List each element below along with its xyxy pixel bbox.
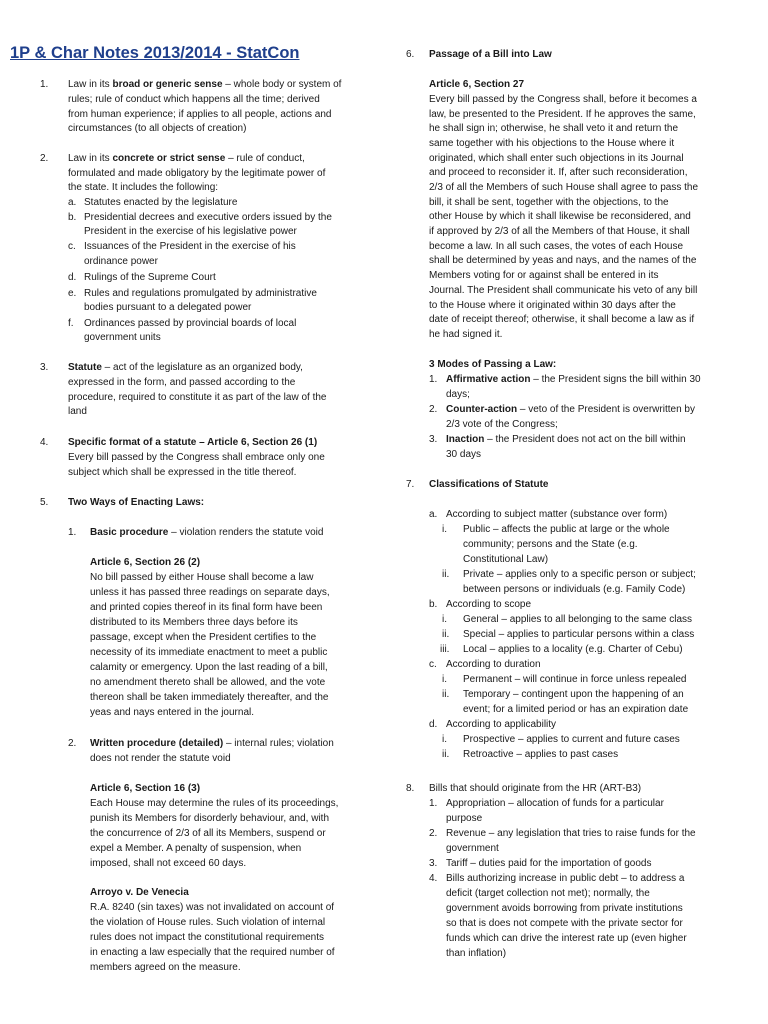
- body-text: Revenue – any legislation that tries to raise funds for the: [446, 828, 696, 839]
- body-text: – veto of the President is overwritten by: [517, 404, 695, 415]
- right-column-line: [406, 478, 414, 492]
- body-text: unless it has passed three readings on separate days,: [90, 587, 330, 598]
- bold-text: broad or generic sense: [112, 79, 223, 90]
- body-text: Constitutional Law): [463, 554, 549, 565]
- body-text: members agreed on the measure.: [90, 962, 241, 973]
- right-column-line: [429, 328, 502, 342]
- left-column-line: [90, 601, 322, 615]
- body-text: – violation renders the statute void: [168, 527, 324, 538]
- body-text: e.: [68, 288, 77, 299]
- right-column-line: [463, 583, 685, 597]
- right-column-line: [429, 403, 437, 417]
- right-column-line: [463, 733, 680, 747]
- body-text: Private – applies only to a specific person or subject;: [463, 569, 696, 580]
- bold-text: Article 6, Section 16 (3): [90, 783, 201, 794]
- left-column-line: [68, 152, 305, 166]
- body-text: – the President does not act on the bill within: [484, 434, 686, 445]
- right-column-line: [429, 358, 556, 372]
- left-column-line: [40, 152, 48, 166]
- left-column-line: [40, 78, 48, 92]
- body-text: Rulings of the Supreme Court: [84, 272, 216, 283]
- right-column-line: [429, 152, 684, 166]
- body-text: i.: [442, 614, 447, 625]
- body-text: ii.: [442, 569, 450, 580]
- left-column-line: [84, 211, 332, 225]
- body-text: According to duration: [446, 659, 541, 670]
- left-column-line: [90, 827, 326, 841]
- body-text: Journal. The President shall communicate his veto of any bill: [429, 285, 698, 296]
- left-column-line: [90, 916, 325, 930]
- right-column-line: [463, 703, 688, 717]
- right-column-line: [429, 373, 437, 387]
- right-column-line: [442, 673, 447, 687]
- body-text: a.: [68, 197, 77, 208]
- body-text: – the President signs the bill within 30: [530, 374, 701, 385]
- body-text: government units: [84, 332, 161, 343]
- bold-text: Counter-action: [446, 404, 518, 415]
- body-text: No bill passed by either House shall become a law: [90, 572, 314, 583]
- body-text: procedure, required to constitute it as part of the law of the: [68, 392, 327, 403]
- body-text: purpose: [446, 813, 483, 824]
- body-text: 2.: [40, 153, 49, 164]
- body-text: Each House may determine the rules of its proceedings,: [90, 798, 339, 809]
- body-text: government avoids borrowing from private institutions: [446, 903, 683, 914]
- body-text: formulated and made obligatory by the legitimate power of: [68, 168, 326, 179]
- body-text: and proceed to reconsider it. If, after such reconsideration,: [429, 167, 688, 178]
- right-column-line: [463, 568, 696, 582]
- bold-text: Statute: [68, 362, 102, 373]
- right-column-line: [463, 643, 683, 657]
- body-text: 6.: [406, 49, 415, 60]
- right-column-line: [429, 181, 698, 195]
- body-text: yeas and nays entered in the journal.: [90, 707, 254, 718]
- right-column-line: [463, 613, 692, 627]
- right-column-line: [446, 433, 686, 447]
- right-column-line: [446, 872, 684, 886]
- right-column-line: [463, 673, 686, 687]
- right-column-line: [463, 748, 618, 762]
- body-text: iii.: [440, 644, 450, 655]
- body-text: Public – affects the public at large or the whole: [463, 524, 670, 535]
- bold-text: Inaction: [446, 434, 485, 445]
- left-column-line: [68, 196, 76, 210]
- body-text: 2.: [429, 828, 438, 839]
- bold-text: Passage of a Bill into Law: [429, 49, 552, 60]
- right-column-line: [429, 166, 687, 180]
- body-text: Statutes enacted by the legislature: [84, 197, 238, 208]
- right-column-line: [429, 93, 697, 107]
- left-column-line: [90, 812, 329, 826]
- body-text: deficit (target collection not met); normally, the: [446, 888, 650, 899]
- right-column-line: [446, 598, 531, 612]
- left-column-line: [68, 271, 76, 285]
- body-text: Law in its: [68, 153, 113, 164]
- body-text: bill, it shall be sent, together with the objections, to the: [429, 197, 669, 208]
- right-column-line: [406, 48, 414, 62]
- right-column-line: [463, 553, 548, 567]
- body-text: thereon shall be taken immediately thereafter, and the: [90, 692, 329, 703]
- body-text: 1.: [40, 79, 49, 90]
- body-text: i.: [442, 734, 447, 745]
- body-text: a.: [429, 509, 438, 520]
- left-column-line: [68, 361, 303, 375]
- body-text: the violation of House rules. Such violation of internal: [90, 917, 326, 928]
- body-text: Tariff – duties paid for the importation of goods: [446, 858, 652, 869]
- body-text: 3.: [429, 434, 438, 445]
- body-text: date of receipt thereof; otherwise, it shall become a law as if: [429, 314, 695, 325]
- body-text: community; persons and the State (e.g.: [463, 539, 638, 550]
- body-text: Rules and regulations promulgated by administrative: [84, 288, 317, 299]
- left-column-line: [90, 857, 246, 871]
- left-column-line: [90, 797, 338, 811]
- body-text: 3.: [429, 858, 438, 869]
- right-column-line: [446, 812, 482, 826]
- left-column-line: [90, 946, 335, 960]
- left-column-line: [68, 466, 296, 480]
- bold-text: Affirmative action: [446, 374, 531, 385]
- right-column-line: [463, 523, 670, 537]
- left-column-line: [90, 737, 334, 751]
- left-column-line: [90, 961, 241, 975]
- body-text: – rule of conduct,: [225, 153, 305, 164]
- body-text: shall be determined by yeas and nays, and the names of the: [429, 255, 697, 266]
- right-column-line: [429, 284, 697, 298]
- body-text: become a law. In all such cases, the votes of each House: [429, 241, 684, 252]
- body-text: According to scope: [446, 599, 532, 610]
- body-text: ii.: [442, 689, 450, 700]
- body-text: 7.: [406, 479, 415, 490]
- left-column-line: [90, 661, 328, 675]
- body-text: 8.: [406, 783, 415, 794]
- body-text: 1.: [429, 798, 438, 809]
- body-text: Temporary – contingent upon the happening of an: [463, 689, 684, 700]
- right-column-line: [442, 628, 449, 642]
- body-text: expressed in the form, and passed according to the: [68, 377, 296, 388]
- body-text: R.A. 8240 (sin taxes) was not invalidated on account of: [90, 902, 335, 913]
- right-column-line: [429, 137, 674, 151]
- right-column-line: [446, 947, 506, 961]
- left-column-line: [68, 526, 76, 540]
- body-text: b.: [429, 599, 438, 610]
- left-column-line: [68, 391, 326, 405]
- body-text: government: [446, 843, 499, 854]
- body-text: than inflation): [446, 948, 507, 959]
- body-text: Ordinances passed by provincial boards of local: [84, 318, 297, 329]
- body-text: 2.: [68, 738, 77, 749]
- bold-text: Written procedure (detailed): [90, 738, 224, 749]
- left-column-line: [68, 167, 325, 181]
- body-text: President in the exercise of his legislative power: [84, 226, 297, 237]
- body-text: Special – applies to particular persons within a class: [463, 629, 695, 640]
- bold-text: Article 6, Section 26 (2): [90, 557, 201, 568]
- left-column-line: [68, 211, 76, 225]
- body-text: 30 days: [446, 449, 482, 460]
- left-column-line: [68, 122, 246, 136]
- left-column-line: [84, 240, 296, 254]
- body-text: in enacting a law especially that the required number of: [90, 947, 335, 958]
- left-column-line: [90, 631, 316, 645]
- body-text: from human experience; if applies to all people, actions and: [68, 109, 332, 120]
- body-text: According to subject matter (substance over form): [446, 509, 668, 520]
- body-text: 2/3 vote of the Congress;: [446, 419, 558, 430]
- body-text: expel a Member. A penalty of suspension, when: [90, 843, 302, 854]
- left-column-line: [68, 78, 341, 92]
- bold-text: Classifications of Statute: [429, 479, 549, 490]
- right-column-line: [446, 887, 650, 901]
- left-column-line: [90, 586, 330, 600]
- right-column-line: [446, 403, 695, 417]
- body-text: circumstances (to all objects of creation): [68, 123, 247, 134]
- body-text: imposed, shall not exceed 60 days.: [90, 858, 247, 869]
- left-column-line: [90, 646, 327, 660]
- right-column-line: [429, 299, 676, 313]
- right-column-line: [463, 628, 694, 642]
- body-text: passage, except when the President certifies to the: [90, 632, 317, 643]
- left-column-line: [90, 616, 298, 630]
- right-column-line: [429, 122, 678, 136]
- body-text: Law in its: [68, 79, 113, 90]
- left-column-line: [90, 706, 254, 720]
- left-column-line: [90, 901, 334, 915]
- right-column-line: [446, 842, 499, 856]
- body-text: calamity or emergency. Upon the last reading of a bill,: [90, 662, 328, 673]
- right-column-line: [446, 508, 667, 522]
- body-text: – act of the legislature as an organized body,: [101, 362, 303, 373]
- right-column-line: [442, 748, 449, 762]
- body-text: Prospective – applies to current and future cases: [463, 734, 680, 745]
- left-column-line: [68, 436, 317, 450]
- body-text: law, be presented to the President. If he approves the same,: [429, 109, 696, 120]
- left-column-line: [90, 691, 328, 705]
- right-column-line: [446, 373, 701, 387]
- left-column-line: [84, 255, 158, 269]
- left-column-line: [68, 181, 218, 195]
- left-column-line: [84, 287, 317, 301]
- body-text: Appropriation – allocation of funds for a particular: [446, 798, 664, 809]
- body-text: b.: [68, 212, 77, 223]
- right-column-line: [429, 48, 552, 62]
- body-text: necessity of its immediate enactment to meet a public: [90, 647, 328, 658]
- body-text: Every bill passed by the Congress shall, before it becomes a: [429, 94, 697, 105]
- body-text: General – applies to all belonging to the same class: [463, 614, 693, 625]
- body-text: Local – applies to a locality (e.g. Charter of Cebu): [463, 644, 683, 655]
- body-text: i.: [442, 524, 447, 535]
- right-column-line: [442, 523, 447, 537]
- left-column-line: [40, 436, 48, 450]
- body-text: d.: [68, 272, 77, 283]
- body-text: no amendment thereto shall be allowed, and the vote: [90, 677, 326, 688]
- left-column-line: [90, 931, 324, 945]
- body-text: the state. It includes the following:: [68, 182, 219, 193]
- body-text: 2/3 of all the Members of such House shall agree to pass the: [429, 182, 699, 193]
- bold-text: concrete or strict sense: [112, 153, 226, 164]
- right-column-line: [429, 598, 437, 612]
- body-text: Issuances of the President in the exercise of his: [84, 241, 296, 252]
- bold-text: Article 6, Section 27: [429, 79, 525, 90]
- body-text: same together with his objections to the House where it: [429, 138, 675, 149]
- body-text: Every bill passed by the Congress shall embrace only one: [68, 452, 325, 463]
- right-column-line: [442, 568, 449, 582]
- body-text: Bills that should originate from the HR (ART-B3): [429, 783, 642, 794]
- right-column-line: [429, 108, 696, 122]
- body-text: and printed copies thereof in its final form have been: [90, 602, 323, 613]
- left-column-line: [68, 737, 76, 751]
- body-text: rules; rule of conduct which happens all the time; derived: [68, 94, 320, 105]
- right-column-line: [429, 508, 437, 522]
- right-column-line: [429, 797, 437, 811]
- left-column-line: [90, 571, 313, 585]
- body-text: originated, which shall enter such objections in its Journal: [429, 153, 684, 164]
- right-column-line: [440, 643, 449, 657]
- left-column-line: [68, 93, 320, 107]
- body-text: distributed to its Members three days before its: [90, 617, 298, 628]
- right-column-line: [429, 478, 548, 492]
- body-text: – internal rules; violation: [223, 738, 334, 749]
- left-column-line: [40, 361, 48, 375]
- body-text: does not render the statute void: [90, 753, 231, 764]
- body-text: 5.: [40, 497, 49, 508]
- left-column-line: [68, 108, 332, 122]
- body-text: Members voting for or against shall be entered in its: [429, 270, 659, 281]
- body-text: 3.: [40, 362, 49, 373]
- body-text: f.: [68, 318, 74, 329]
- right-column-line: [429, 196, 669, 210]
- body-text: – whole body or system of: [222, 79, 342, 90]
- right-column-line: [446, 718, 556, 732]
- left-column-line: [90, 556, 200, 570]
- right-column-line: [442, 613, 447, 627]
- right-column-line: [429, 313, 694, 327]
- body-text: if approved by 2/3 of all the Members of that House, it shall: [429, 226, 690, 237]
- body-text: According to applicability: [446, 719, 557, 730]
- right-column-line: [429, 872, 437, 886]
- left-column-line: [84, 196, 237, 210]
- body-text: event; for a limited period or has an expiration date: [463, 704, 689, 715]
- right-column-line: [429, 718, 437, 732]
- bold-text: 3 Modes of Passing a Law:: [429, 359, 557, 370]
- body-text: i.: [442, 674, 447, 685]
- body-text: subject which shall be expressed in the title thereof.: [68, 467, 297, 478]
- left-column-line: [68, 240, 76, 254]
- right-column-line: [446, 448, 481, 462]
- right-column-line: [463, 688, 684, 702]
- body-text: punish its Members for disorderly behaviour, and, with: [90, 813, 330, 824]
- right-column-line: [442, 688, 449, 702]
- left-column-line: [68, 496, 204, 510]
- page-title: 1P & Char Notes 2013/2014 - StatCon: [10, 44, 300, 62]
- body-text: land: [68, 406, 87, 417]
- body-text: Presidential decrees and executive orders issued by the: [84, 212, 332, 223]
- right-column-line: [429, 225, 690, 239]
- left-column-line: [90, 886, 189, 900]
- right-column-line: [446, 418, 558, 432]
- body-text: c.: [429, 659, 437, 670]
- body-text: to the House where it originated within 30 days after the: [429, 300, 676, 311]
- left-column-line: [90, 782, 200, 796]
- right-column-line: [446, 388, 470, 402]
- body-text: Permanent – will continue in force unless repealed: [463, 674, 687, 685]
- body-text: c.: [68, 241, 76, 252]
- body-text: 4.: [40, 437, 49, 448]
- body-text: ii.: [442, 629, 450, 640]
- bold-text: Specific format of a statute – Article 6, Section 26 (1): [68, 437, 318, 448]
- right-column-line: [429, 658, 437, 672]
- right-column-line: [446, 827, 696, 841]
- right-column-line: [429, 827, 437, 841]
- body-text: Bills authorizing increase in public debt – to address a: [446, 873, 685, 884]
- right-column-line: [446, 857, 652, 871]
- right-column-line: [446, 917, 683, 931]
- right-column-line: [446, 658, 541, 672]
- right-column-line: [429, 210, 691, 224]
- body-text: d.: [429, 719, 438, 730]
- body-text: he shall sign in; otherwise, he shall veto it and return the: [429, 123, 679, 134]
- left-column-line: [84, 331, 161, 345]
- right-column-line: [446, 932, 687, 946]
- left-column-line: [84, 301, 251, 315]
- right-column-line: [406, 782, 414, 796]
- body-text: ordinance power: [84, 256, 158, 267]
- bold-text: Two Ways of Enacting Laws:: [68, 497, 205, 508]
- right-column-line: [429, 433, 437, 447]
- body-text: rules does not impact the constitutional requirements: [90, 932, 325, 943]
- right-column-line: [446, 902, 683, 916]
- body-text: 4.: [429, 873, 438, 884]
- body-text: 1.: [429, 374, 438, 385]
- left-column-line: [68, 287, 76, 301]
- left-column-line: [84, 271, 216, 285]
- body-text: the concurrence of 2/3 of all its Members, suspend or: [90, 828, 326, 839]
- right-column-line: [429, 254, 696, 268]
- left-column-line: [68, 451, 325, 465]
- right-column-line: [446, 797, 664, 811]
- left-column-line: [90, 676, 325, 690]
- bold-text: Arroyo v. De Venecia: [90, 887, 189, 898]
- left-column-line: [90, 752, 231, 766]
- body-text: other House by which it shall likewise be reconsidered, and: [429, 211, 691, 222]
- left-column-line: [90, 842, 301, 856]
- right-column-line: [429, 269, 659, 283]
- right-column-line: [429, 782, 641, 796]
- body-text: days;: [446, 389, 470, 400]
- right-column-line: [442, 733, 447, 747]
- right-column-line: [429, 240, 683, 254]
- body-text: bodies pursuant to a delegated power: [84, 302, 252, 313]
- body-text: Retroactive – applies to past cases: [463, 749, 619, 760]
- body-text: 2.: [429, 404, 438, 415]
- right-column-line: [429, 78, 524, 92]
- left-column-line: [84, 225, 297, 239]
- left-column-line: [90, 526, 323, 540]
- body-text: ii.: [442, 749, 450, 760]
- left-column-line: [40, 496, 48, 510]
- left-column-line: [84, 317, 296, 331]
- right-column-line: [463, 538, 638, 552]
- body-text: 1.: [68, 527, 77, 538]
- body-text: between persons or individuals (e.g. Family Code): [463, 584, 686, 595]
- bold-text: Basic procedure: [90, 527, 169, 538]
- body-text: so that is does not compete with the private sector for: [446, 918, 683, 929]
- left-column-line: [68, 405, 87, 419]
- left-column-line: [68, 376, 295, 390]
- right-column-line: [429, 857, 437, 871]
- body-text: funds which can drive the interest rate up (even higher: [446, 933, 687, 944]
- body-text: he had signed it.: [429, 329, 503, 340]
- left-column-line: [68, 317, 74, 331]
